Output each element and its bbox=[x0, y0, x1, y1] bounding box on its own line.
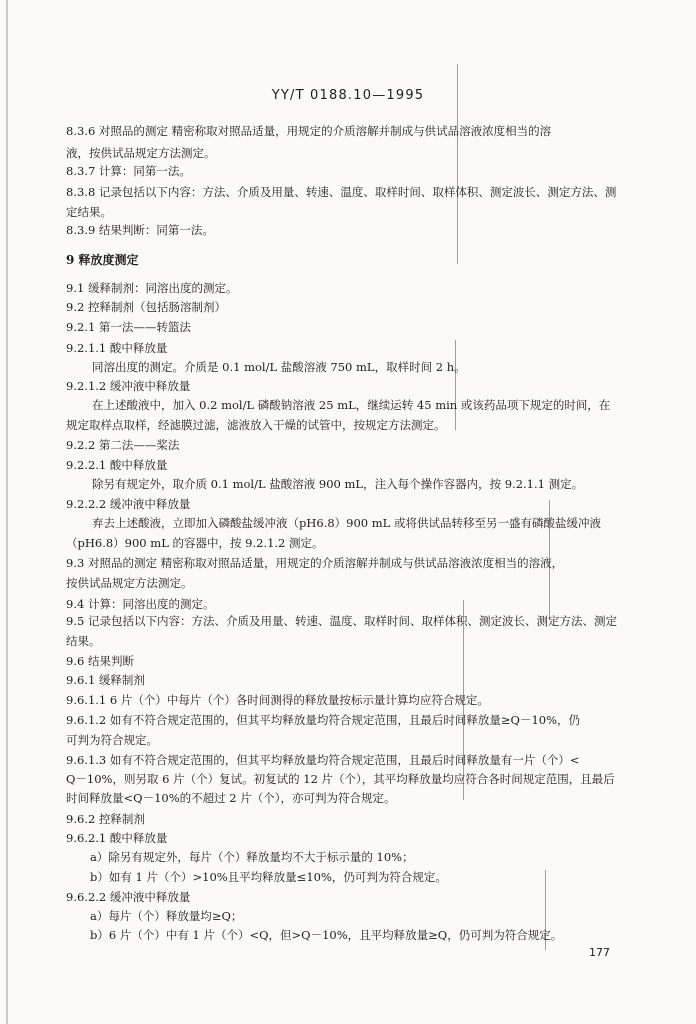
text-line: 液，按供试品规定方法测定。 bbox=[66, 146, 216, 160]
text-line: 9.6.2.1 酸中释放量 bbox=[66, 831, 168, 845]
text-line: 9.2.1.1 酸中释放量 bbox=[66, 341, 168, 355]
list-item: b）如有 1 片（个）>10%且平均释放量≤10%，仍可判为符合规定。 bbox=[90, 870, 447, 884]
text-line: 弃去上述酸液，立即加入磷酸盐缓冲液（pH6.8）900 mL 或将供试品转移至另一盛有磷酸盐缓冲液 bbox=[92, 516, 601, 530]
text-line: 9.4 计算：同溶出度的测定。 bbox=[66, 597, 215, 611]
text-line: 9.2.1 第一法——转篮法 bbox=[66, 320, 191, 334]
text-line: 9.6.2.2 缓冲液中释放量 bbox=[66, 890, 191, 904]
text-line: 9.6.1.3 如有不符合规定范围的，但其平均释放量均符合规定范围，且最后时间释放量有一片（个）< bbox=[66, 753, 580, 767]
text-line: Q－10%，则另取 6 片（个）复试。初复试的 12 片（个），其平均释放量均应符合各时间规定范围，且最后 bbox=[66, 772, 615, 786]
text-line: 除另有规定外，取介质 0.1 mol/L 盐酸溶液 900 mL，注入每个操作容器内，按 9.2.1.1 测定。 bbox=[92, 477, 584, 491]
text-line: 在上述酸液中，加入 0.2 mol/L 磷酸钠溶液 25 mL，继续运转 45 min 或该药品项下规定的时间，在 bbox=[92, 398, 611, 412]
text-line: 规定取样点取样，经滤膜过滤，滤液放入干燥的试管中，按规定方法测定。 bbox=[66, 418, 446, 432]
section-heading: 9 释放度测定 bbox=[66, 253, 139, 267]
text-line: 9.6.1.2 如有不符合规定范围的，但其平均释放量均符合规定范围，且最后时间释放量≥Q－10%，仍 bbox=[66, 713, 581, 727]
text-line: 9.2.2 第二法——桨法 bbox=[66, 438, 180, 452]
text-line: 8.3.7 计算：同第一法。 bbox=[66, 164, 191, 178]
text-line: 8.3.9 结果判断：同第一法。 bbox=[66, 223, 214, 237]
list-item: a）每片（个）释放量均≥Q； bbox=[90, 909, 243, 923]
text-line: 9.3 对照品的测定 精密称取对照品适量，用规定的介质溶解并制成与供试品溶液浓度相当的溶液， bbox=[66, 556, 564, 570]
text-line: 9.6.2 控释制剂 bbox=[66, 812, 145, 826]
text-line: 9.2 控释制剂（包括肠溶制剂） bbox=[66, 300, 226, 314]
list-item: a）除另有规定外，每片（个）释放量均不大于标示量的 10%； bbox=[90, 850, 414, 864]
text-line: 8.3.8 记录包括以下内容：方法、介质及用量、转速、温度、取样时间、取样体积、测定波长、测定方法、测 bbox=[66, 185, 617, 199]
document-header: YY/T 0188.10—1995 bbox=[271, 88, 425, 103]
text-line: 9.6.1.1 6 片（个）中每片（个）各时间测得的释放量按标示量计算均应符合规定。 bbox=[66, 693, 489, 707]
text-line: 定结果。 bbox=[66, 205, 112, 219]
text-line: 按供试品规定方法测定。 bbox=[66, 576, 193, 590]
text-line: 9.2.2.2 缓冲液中释放量 bbox=[66, 497, 191, 511]
text-line: 同溶出度的测定。介质是 0.1 mol/L 盐酸溶液 750 mL，取样时间 2 h。 bbox=[92, 360, 466, 374]
text-line: 9.5 记录包括以下内容：方法、介质及用量、转速、温度、取样时间、取样体积、测定波长、测定方法、测定 bbox=[66, 614, 617, 628]
text-line: 结果。 bbox=[66, 634, 101, 648]
scan-edge bbox=[6, 0, 8, 1024]
text-line: 9.6 结果判断 bbox=[66, 654, 134, 668]
page-number: 177 bbox=[589, 946, 610, 959]
text-line: 9.2.1.2 缓冲液中释放量 bbox=[66, 379, 191, 393]
text-line: 8.3.6 对照品的测定 精密称取对照品适量，用规定的介质溶解并制成与供试品溶液浓度相当的溶 bbox=[66, 124, 552, 138]
text-line: （pH6.8）900 mL 的容器中，按 9.2.1.2 测定。 bbox=[66, 536, 324, 550]
text-line: 9.1 缓释制剂：同溶出度的测定。 bbox=[66, 281, 238, 295]
text-line: 可判为符合规定。 bbox=[66, 733, 158, 747]
text-line: 时间释放量<Q－10%的不超过 2 片（个），亦可判为符合规定。 bbox=[66, 791, 396, 805]
text-line: 9.2.2.1 酸中释放量 bbox=[66, 458, 168, 472]
list-item: b）6 片（个）中有 1 片（个）<Q，但>Q－10%，且平均释放量≥Q，仍可判为符合规定。 bbox=[90, 928, 563, 942]
text-line: 9.6.1 缓释制剂 bbox=[66, 673, 145, 687]
